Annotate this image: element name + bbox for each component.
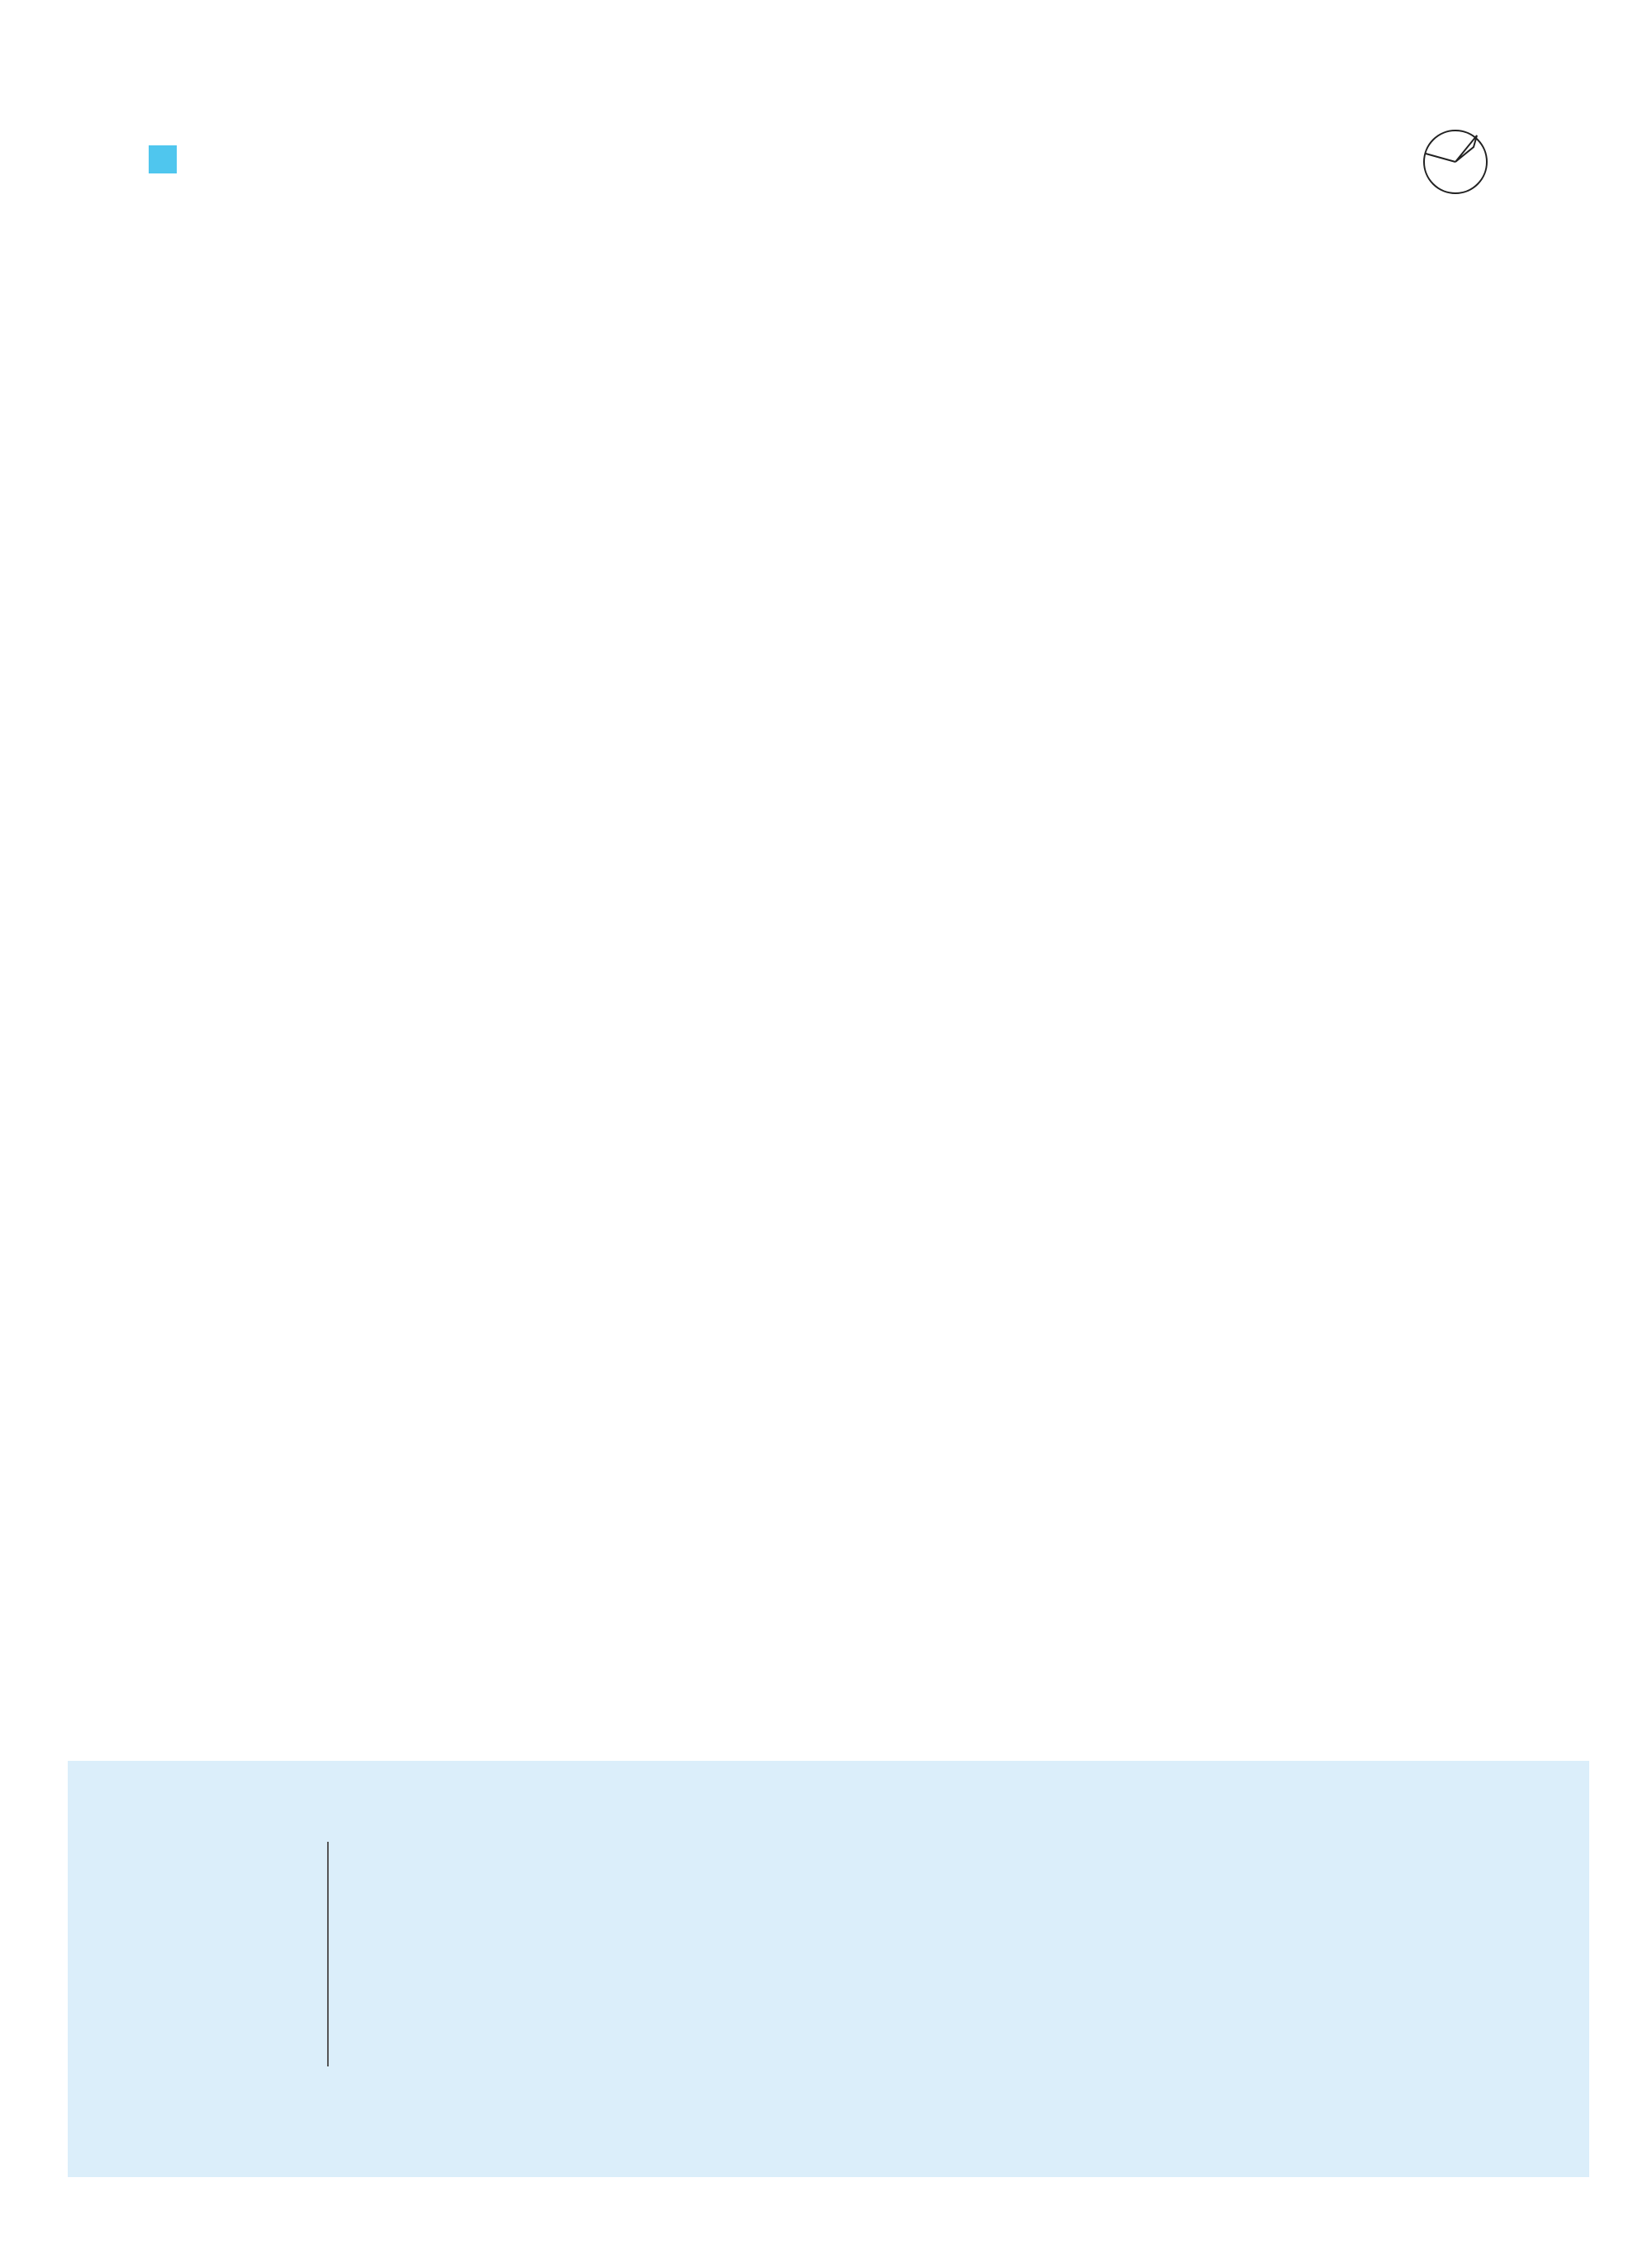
compass-icon [1396, 114, 1503, 205]
legend [149, 145, 195, 173]
info-panel [68, 1761, 1589, 2177]
divider [327, 1842, 329, 2066]
unit-legend-swatch [149, 145, 177, 173]
